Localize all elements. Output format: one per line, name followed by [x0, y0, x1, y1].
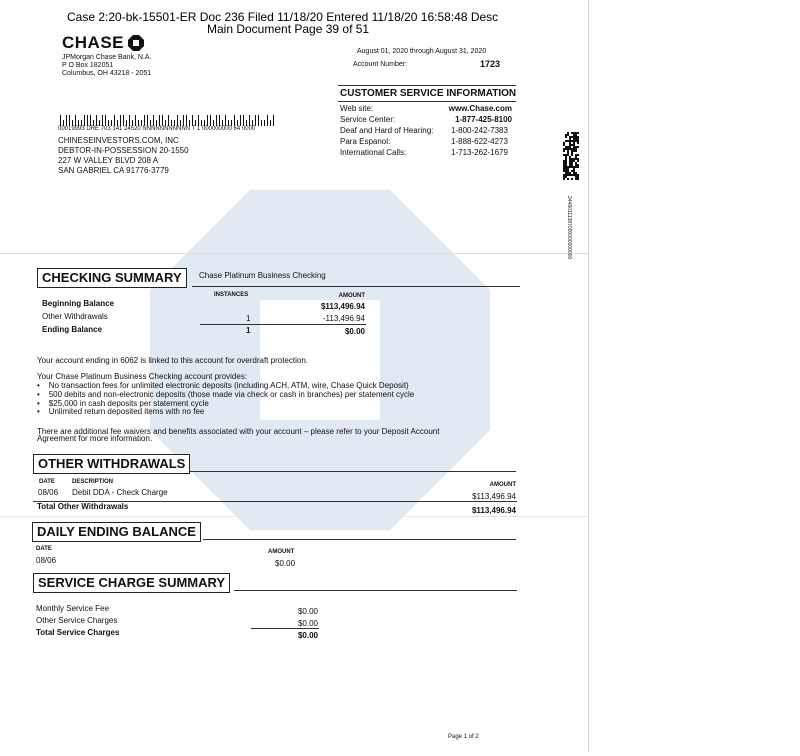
cs-label-deaf: Deaf and Hard of Hearing:	[340, 126, 434, 135]
deb-col-amount: AMOUNT	[268, 549, 295, 555]
recipient-line2: DEBTOR-IN-POSSESSION 20-1550	[58, 146, 189, 155]
customer-service-rule-bottom	[338, 101, 516, 102]
qr-module	[563, 154, 565, 156]
barcode-bar	[273, 115, 274, 126]
barcode-bar	[60, 115, 61, 126]
qr-module	[569, 140, 571, 142]
barcode-bar	[144, 115, 145, 126]
qr-module	[571, 140, 573, 142]
qr-module	[573, 144, 575, 146]
qr-module	[565, 162, 567, 164]
qr-module	[573, 142, 575, 144]
statement-period: August 01, 2020 through August 31, 2020	[357, 48, 487, 55]
ow-row-date: 08/06	[38, 488, 59, 497]
court-header-line1: Case 2:20-bk-15501-ER Doc 236 Filed 11/18/20 Entered 11/18/20 16:58:48 Desc	[67, 10, 499, 24]
qr-module	[575, 154, 577, 156]
qr-module	[577, 142, 579, 144]
qr-module	[569, 136, 571, 138]
ow-col-date: DATE	[39, 479, 55, 485]
ow-row-description: Debit DDA - Check Charge	[72, 488, 168, 497]
barcode-bar	[87, 115, 88, 126]
qr-module	[565, 140, 567, 142]
recipient-line1: CHINESEINVESTORS.COM, INC	[58, 136, 179, 145]
ow-total-label: Total Other Withdrawals	[37, 502, 129, 511]
page-fold-line	[0, 253, 588, 254]
scs-total-rule	[251, 628, 319, 629]
barcode-bar	[114, 115, 115, 126]
qr-module	[577, 138, 579, 140]
qr-module	[563, 168, 565, 170]
qr-module	[577, 176, 579, 178]
provides-intro: Your Chase Platinum Business Checking account provides:	[37, 372, 248, 381]
service-charge-summary-title: SERVICE CHARGE SUMMARY	[33, 573, 230, 593]
chase-logo-text: CHASE	[62, 33, 125, 52]
chase-logo	[62, 33, 144, 53]
qr-module	[573, 148, 575, 150]
barcode-bar	[198, 115, 199, 126]
barcode-bar	[192, 115, 193, 126]
qr-module	[563, 170, 565, 172]
qr-module	[565, 172, 567, 174]
qr-module	[567, 154, 569, 156]
qr-module	[571, 160, 573, 162]
barcode-bar	[69, 115, 70, 126]
scs-row-amount-1: $0.00	[297, 619, 318, 628]
qr-module	[567, 132, 569, 134]
qr-module	[573, 138, 575, 140]
qr-module	[569, 166, 571, 168]
bullet-2: • $25,000 in cash deposits per statement cycle	[37, 399, 209, 408]
qr-module	[567, 152, 569, 154]
ow-col-description: DESCRIPTION	[72, 479, 114, 485]
barcode-bar	[129, 115, 130, 126]
qr-module	[571, 158, 573, 160]
qr-module	[575, 148, 577, 150]
recipient-line3: 227 W VALLEY BLVD 208 A	[58, 156, 159, 165]
qr-module	[565, 168, 567, 170]
deb-row-date: 08/06	[36, 556, 57, 565]
barcode-bar	[183, 115, 184, 126]
barcode-bar	[96, 115, 97, 126]
scs-total-label: Total Service Charges	[36, 628, 120, 637]
checking-rule	[192, 286, 520, 287]
bullet-2-text: $25,000 in cash deposits per statement cycle	[48, 399, 209, 408]
qr-module	[565, 166, 567, 168]
account-number-label: Account Number:	[353, 61, 408, 68]
bullet-3-text: Unlimited return deposited items with no fee	[48, 407, 205, 416]
qr-module	[563, 176, 565, 178]
cs-row-label-2: Ending Balance	[42, 325, 103, 334]
qr-module	[563, 164, 565, 166]
cs-label-web: Web site:	[340, 104, 374, 113]
qr-module	[573, 158, 575, 160]
qr-module	[577, 154, 579, 156]
qr-module	[571, 174, 573, 176]
barcode-bar	[177, 115, 178, 126]
qr-module	[565, 136, 567, 138]
cs-value-web: www.Chase.com	[448, 104, 512, 113]
qr-module	[569, 156, 571, 158]
barcode-bar	[102, 115, 103, 126]
barcode-bar	[75, 115, 76, 126]
qr-module	[571, 132, 573, 134]
side-code: 24460111387000000000000	[566, 196, 572, 260]
bullet-0: • No transaction fees for unlimited electronic deposits (including ACH, ATM, wire, Chase Quick Deposit)	[37, 381, 409, 390]
qr-module	[565, 156, 567, 158]
cs-value-service: 1-877-425-8100	[455, 115, 512, 124]
qr-module	[563, 148, 565, 150]
qr-module	[569, 174, 571, 176]
barcode-bar	[135, 115, 136, 126]
cs-value-espanol: 1-888-622-4273	[451, 137, 508, 146]
qr-module	[563, 142, 565, 144]
qr-module	[575, 140, 577, 142]
fee-waivers-line1: There are additional fee waivers and benefits associated with your account – please refer to your Deposit Account	[37, 427, 440, 436]
account-number: 1723	[480, 59, 501, 69]
qr-module	[567, 170, 569, 172]
barcode-bar	[147, 115, 148, 126]
overdraft-note: Your account ending in 6062 is linked to this account for overdraft protection.	[37, 356, 308, 365]
barcode-bar	[225, 115, 226, 126]
cs-row-label-1: Other Withdrawals	[42, 312, 108, 321]
qr-module	[575, 158, 577, 160]
checking-summary-title: CHECKING SUMMARY	[37, 268, 187, 288]
section-fold-line	[0, 516, 588, 517]
qr-module	[565, 164, 567, 166]
checking-total-rule	[200, 324, 366, 325]
barcode-bar	[105, 115, 106, 126]
cs-row-instances-1: 1	[246, 314, 251, 323]
qr-module	[575, 172, 577, 174]
cs-value-deaf: 1-800-242-7383	[451, 126, 508, 135]
qr-module	[569, 142, 571, 144]
ow-col-amount: AMOUNT	[489, 482, 516, 488]
qr-module	[569, 172, 571, 174]
qr-module	[573, 146, 575, 148]
other-withdrawals-title: OTHER WITHDRAWALS	[33, 454, 190, 474]
court-header-line2: Main Document Page 39 of 51	[207, 22, 370, 36]
barcode-bar	[207, 115, 208, 126]
qr-module	[573, 150, 575, 152]
barcode-bar	[153, 115, 154, 126]
postal-barcode	[60, 108, 276, 120]
qr-module	[575, 162, 577, 164]
qr-module	[571, 154, 573, 156]
qr-module	[577, 178, 579, 180]
bullet-1: • 500 debits and non-electronic deposits (those made via check or cash in branches) per statement cycle	[37, 390, 415, 399]
qr-module	[565, 176, 567, 178]
qr-module	[563, 162, 565, 164]
qr-module	[577, 158, 579, 160]
scs-row-amount-0: $0.00	[297, 607, 318, 616]
barcode-bar	[210, 115, 211, 126]
qr-module	[573, 166, 575, 168]
checking-product: Chase Platinum Business Checking	[199, 271, 326, 280]
barcode-bar	[234, 115, 235, 126]
qr-module	[575, 146, 577, 148]
qr-module	[567, 174, 569, 176]
bullet-0-text: No transaction fees for unlimited electronic deposits (including ACH, ATM, wire, Chase Quick Deposit)	[48, 381, 409, 390]
qr-module	[567, 166, 569, 168]
bullet-1-text: 500 debits and non-electronic deposits (those made via check or cash in branches) per statement cycle	[48, 390, 415, 399]
qr-module	[571, 148, 573, 150]
barcode-bar	[186, 115, 187, 126]
barcode-bar	[240, 115, 241, 126]
qr-module	[565, 170, 567, 172]
barcode-bar	[123, 115, 124, 126]
qr-module	[567, 150, 569, 152]
recipient-line4: SAN GABRIEL CA 91776-3779	[58, 166, 169, 175]
qr-module	[575, 176, 577, 178]
qr-module	[565, 146, 567, 148]
barcode-bar	[162, 115, 163, 126]
qr-module	[571, 178, 573, 180]
qr-module	[569, 138, 571, 140]
cs-label-international: International Calls:	[340, 148, 407, 157]
qr-module	[565, 148, 567, 150]
qr-module	[569, 158, 571, 160]
qr-module	[577, 146, 579, 148]
qr-module	[577, 136, 579, 138]
qr-module	[569, 164, 571, 166]
qr-module	[563, 150, 565, 152]
qr-module	[563, 144, 565, 146]
qr-module	[575, 134, 577, 136]
cs-row-label-0: Beginning Balance	[42, 299, 115, 308]
qr-module	[567, 178, 569, 180]
bank-address1: P O Box 182051	[62, 62, 114, 69]
barcode-bar	[270, 120, 271, 126]
qr-module	[567, 140, 569, 142]
scs-total-amount: $0.00	[297, 631, 318, 640]
bank-address2: Columbus, OH 43218 - 2051	[62, 70, 152, 77]
barcode-bar	[66, 115, 67, 126]
qr-module	[575, 150, 577, 152]
barcode-bar	[258, 115, 259, 126]
qr-code	[563, 132, 579, 180]
scs-rule	[234, 590, 517, 591]
qr-module	[571, 136, 573, 138]
barcode-bar	[168, 115, 169, 126]
qr-module	[569, 162, 571, 164]
qr-module	[563, 166, 565, 168]
qr-module	[573, 160, 575, 162]
qr-module	[565, 174, 567, 176]
bank-name: JPMorgan Chase Bank, N.A.	[62, 54, 152, 61]
scs-row-label-0: Monthly Service Fee	[36, 604, 109, 613]
qr-module	[571, 162, 573, 164]
barcode-bar	[243, 115, 244, 126]
qr-module	[565, 158, 567, 160]
qr-module	[577, 160, 579, 162]
qr-module	[567, 172, 569, 174]
qr-module	[573, 132, 575, 134]
qr-module	[565, 160, 567, 162]
qr-module	[567, 134, 569, 136]
qr-module	[571, 150, 573, 152]
qr-module	[573, 134, 575, 136]
cs-row-amount-0: $113,496.94	[320, 302, 365, 311]
qr-module	[575, 164, 577, 166]
qr-module	[569, 146, 571, 148]
barcode-bar	[264, 120, 265, 126]
qr-module	[575, 138, 577, 140]
barcode-bar	[159, 115, 160, 126]
qr-module	[575, 136, 577, 138]
deb-rule	[203, 539, 516, 540]
qr-module	[575, 166, 577, 168]
qr-module	[577, 164, 579, 166]
cs-label-espanol: Para Espanol:	[340, 137, 391, 146]
qr-module	[571, 164, 573, 166]
barcode-bar	[219, 115, 220, 126]
col-amount: AMOUNT	[338, 293, 365, 299]
customer-service-title: CUSTOMER SERVICE INFORMATION	[340, 88, 517, 99]
col-instances: INSTANCES	[214, 292, 249, 298]
qr-module	[563, 160, 565, 162]
deb-col-date: DATE	[36, 546, 52, 552]
qr-module	[575, 174, 577, 176]
cs-row-amount-2: $0.00	[344, 327, 365, 336]
barcode-bar	[84, 115, 85, 126]
qr-module	[563, 174, 565, 176]
barcode-bar	[255, 115, 256, 126]
qr-module	[577, 140, 579, 142]
qr-module	[567, 146, 569, 148]
qr-module	[571, 166, 573, 168]
scs-row-label-1: Other Service Charges	[36, 616, 118, 625]
qr-module	[577, 174, 579, 176]
qr-module	[565, 134, 567, 136]
bullet-3: • Unlimited return deposited items with no fee	[37, 407, 205, 416]
ow-rule	[190, 471, 516, 472]
barcode-bar	[267, 115, 268, 126]
qr-module	[569, 144, 571, 146]
page-number: Page 1 of 2	[448, 734, 479, 740]
barcode-bar	[261, 120, 262, 126]
cs-label-service: Service Center:	[340, 115, 396, 124]
qr-module	[575, 156, 577, 158]
customer-service-rule-top	[338, 85, 516, 86]
barcode-bar	[90, 115, 91, 126]
cs-row-instances-2: 1	[246, 326, 251, 335]
qr-module	[573, 170, 575, 172]
chase-octagon-icon	[128, 35, 144, 51]
barcode-bar	[216, 115, 217, 126]
qr-module	[573, 136, 575, 138]
qr-module	[573, 140, 575, 142]
cs-row-amount-1: -113,496.94	[322, 314, 365, 323]
qr-module	[573, 168, 575, 170]
qr-module	[573, 174, 575, 176]
deb-row-amount: $0.00	[275, 559, 296, 568]
ow-row-amount: $113,496.94	[472, 492, 516, 501]
barcode-bar	[249, 115, 250, 126]
qr-module	[563, 178, 565, 180]
ow-total-amount: $113,496.94	[471, 506, 516, 515]
routing-line: 00019993 DRE 703 141 24520 NNNNNNNNNNN T 1 000000000 64 0000	[58, 126, 256, 132]
daily-ending-balance-title: DAILY ENDING BALANCE	[32, 522, 201, 542]
qr-module	[577, 166, 579, 168]
qr-module	[567, 148, 569, 150]
qr-module	[575, 178, 577, 180]
qr-module	[571, 152, 573, 154]
qr-module	[569, 148, 571, 150]
fee-waivers-line2: Agreement for more information.	[37, 434, 153, 443]
qr-module	[567, 168, 569, 170]
barcode-bar	[120, 115, 121, 126]
qr-module	[571, 170, 573, 172]
qr-module	[573, 172, 575, 174]
cs-value-international: 1-713-262-1679	[451, 148, 508, 157]
qr-module	[565, 154, 567, 156]
qr-module	[571, 144, 573, 146]
qr-module	[577, 132, 579, 134]
qr-module	[569, 160, 571, 162]
qr-module	[575, 132, 577, 134]
